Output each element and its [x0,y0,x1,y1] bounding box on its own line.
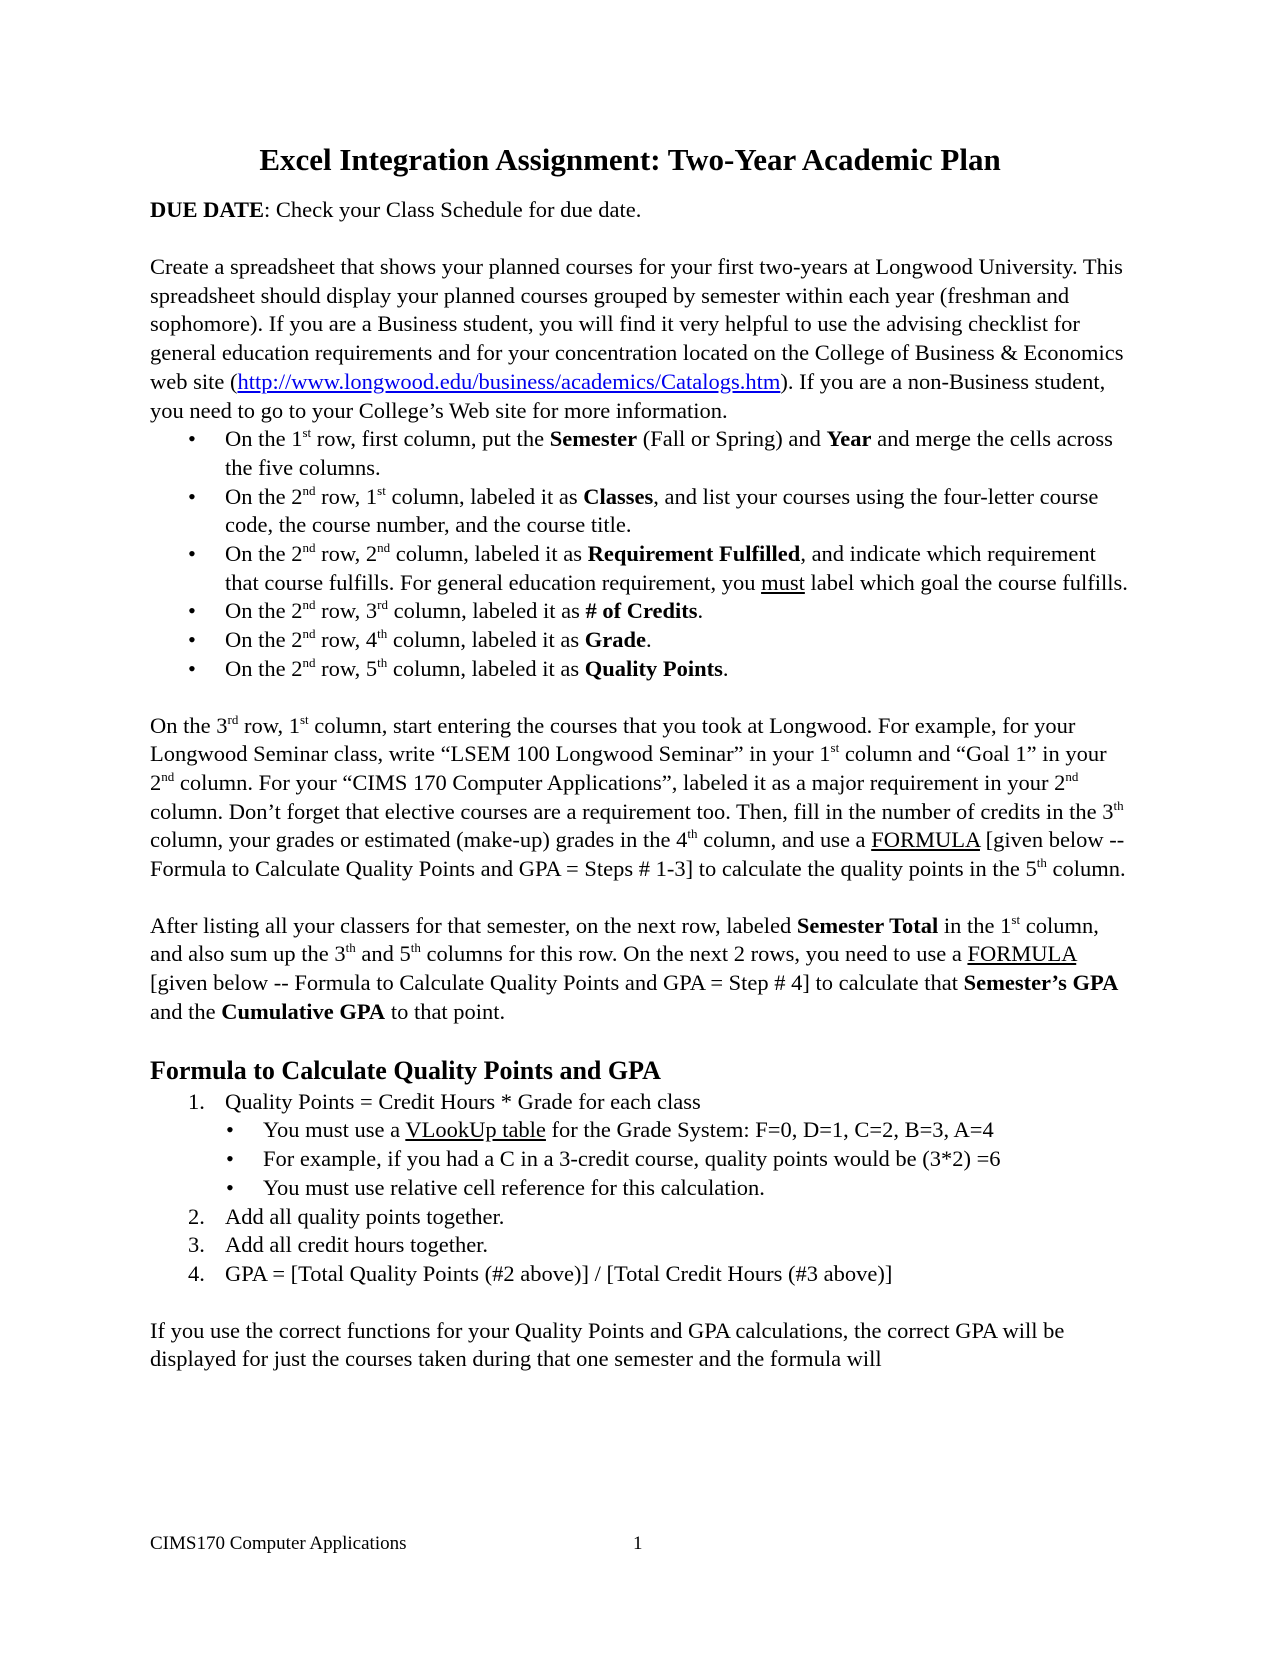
list-item: 2. Add all quality points together. [188,1203,505,1229]
bullet-icon: • [226,1174,234,1200]
page-number: 1 [633,1533,643,1554]
list-item: • On the 2nd row, 3rd column, labeled it as # of Credits. [150,597,1130,626]
list-item: • On the 2nd row, 2nd column, labeled it as Requirement Fulfilled, and indicate which requirement that course fulfills. For general education requirement, you must label which goal the course fulfills. [188,540,1128,595]
bullet-icon: • [226,1117,234,1143]
formula-heading: Formula to Calculate Quality Points and GPA [150,1055,661,1085]
bullet-icon: • [188,426,196,452]
bullet-icon: • [188,598,196,624]
due-date-line [150,196,1130,225]
list-item: • You must use relative cell reference for this calculation. [150,1174,1130,1203]
list-item: 1. Quality Points = Credit Hours * Grade for each class [188,1088,701,1114]
bullet-icon: • [188,483,196,509]
list-item: • On the 1st row, first column, put the Semester (Fall or Spring) and Year and merge the cells across the five columns. [188,425,1113,480]
instructions-list [150,425,1130,683]
document-page [150,140,1130,1374]
page-footer [150,1533,1130,1555]
footer-course-name: CIMS170 Computer Applications [150,1533,407,1554]
formula-steps-list-continued [150,1203,1130,1289]
semester-total-paragraph: After listing all your classers for that semester, on the next row, labeled Semester Total in the 1st column, and also sum up the 3th and 5th columns for this row. On the next 2 rows, you need to use a FORMULA [given below -- Formula to Calculate Quality Points and GPA = Step # 4] to calculate that Semester’s GPA and the Cumulative GPA to that point. [150,911,1119,1024]
formula-steps-list [150,1088,1130,1117]
list-item: • For example, if you had a C in a 3-credit course, quality points would be (3*2) =6 [150,1145,1130,1174]
intro-paragraph [150,253,1130,425]
list-item: • On the 2nd row, 4th column, labeled it as Grade. [150,626,1130,655]
list-item: 3. Add all credit hours together. [188,1232,489,1258]
list-item: 4. GPA = [Total Quality Points (#2 above)] / [Total Credit Hours (#3 above)] [188,1260,893,1286]
bullet-icon: • [188,541,196,567]
bullet-icon: • [188,627,196,653]
closing-paragraph: If you use the correct functions for your Quality Points and GPA calculations, the correct GPA will be displayed for just the courses taken during that one semester and the formula will [150,1317,1065,1372]
list-item: • On the 2nd row, 5th column, labeled it as Quality Points. [150,655,1130,684]
formula-substeps-list [150,1116,1130,1202]
intro-text: Create a spreadsheet that shows your planned courses for your first two-years at Longwood University. This spreadsheet should display your planned courses grouped by semester within each year (freshman and sophomore). If you are a Business student, you will find it very helpful to use the advising checklist for general education requirements and for your concentration located on the College of Business & Economics web site ( [150,254,1124,394]
bullet-icon: • [226,1146,234,1172]
courses-paragraph: On the 3rd row, 1st column, start entering the courses that you took at Longwood. For example, for your Longwood Seminar class, write “LSEM 100 Longwood Seminar” in your 1st column and “Goal 1” in your 2nd column. For your “CIMS 170 Computer Applications”, labeled it as a major requirement in your 2nd column. Don’t forget that elective courses are a requirement too. Then, fill in the number of credits in the 3th column, your grades or estimated (make-up) grades in the 4th column, and use a FORMULA [given below -- Formula to Calculate Quality Points and GPA = Steps # 1-3] to calculate the quality points in the 5th column. [150,711,1126,882]
catalog-link[interactable]: http://www.longwood.edu/business/academics/Catalogs.htm [237,368,781,394]
list-item: • On the 2nd row, 1st column, labeled it as Classes, and list your courses using the four-letter course code, the course number, and the course title. [188,482,1099,538]
intro-text-end: ). If you are a non-Business student, you need to go to your College’s Web site for more information. [150,368,1106,423]
bullet-icon: • [188,655,196,681]
due-date-label: DUE DATE [150,197,264,223]
due-date-text: : Check your Class Schedule for due date. [263,197,642,223]
page-title: Excel Integration Assignment: Two-Year Academic Plan [259,142,1001,177]
list-item: • You must use a VLookUp table for the Grade System: F=0, D=1, C=2, B=3, A=4 [150,1116,1130,1145]
